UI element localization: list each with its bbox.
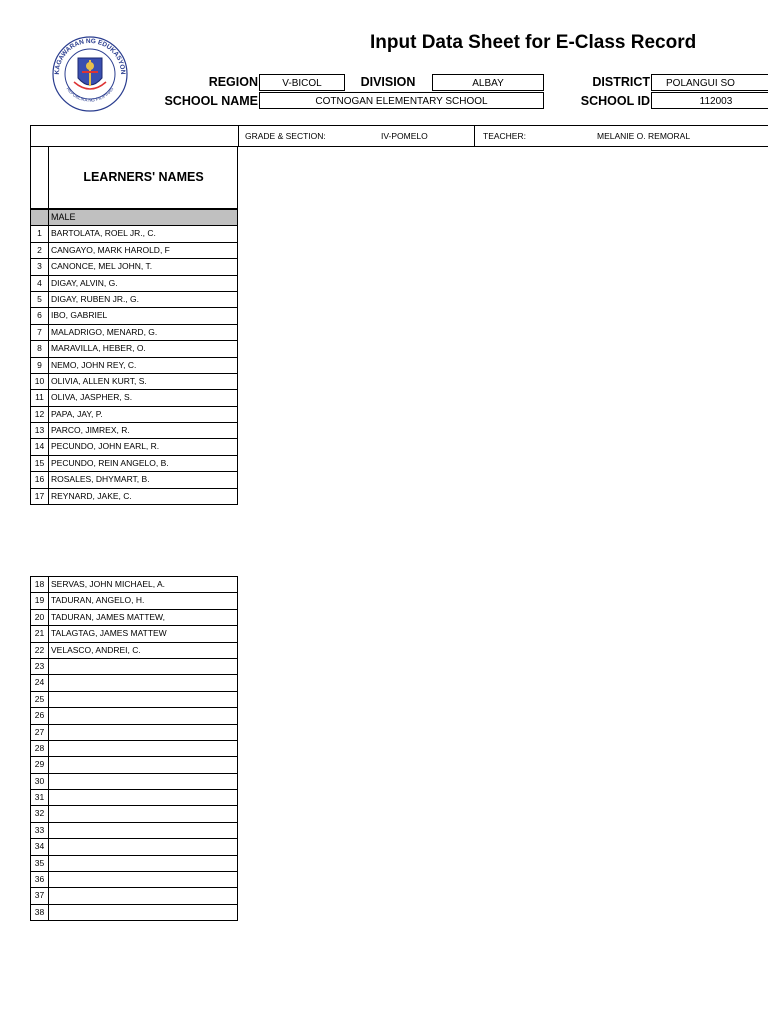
learner-name (49, 692, 237, 707)
learner-name (49, 708, 237, 723)
learner-number: 3 (31, 259, 49, 274)
learner-row (31, 358, 237, 374)
learner-number: 10 (31, 374, 49, 389)
learner-number: 34 (31, 839, 49, 854)
learner-row (31, 407, 237, 423)
learner-number: 32 (31, 806, 49, 821)
learner-name (49, 659, 237, 674)
learner-number: 33 (31, 823, 49, 838)
learner-number: 8 (31, 341, 49, 356)
learner-number: 17 (31, 489, 49, 504)
learner-name (49, 774, 237, 789)
learner-number: 15 (31, 456, 49, 471)
learner-name (49, 905, 237, 920)
learner-number: 9 (31, 358, 49, 373)
learner-number: 16 (31, 472, 49, 487)
learner-row (31, 872, 237, 888)
learner-name (49, 856, 237, 871)
learner-name: VELASCO, ANDREI, C. (51, 644, 141, 655)
school-id-field: 112003 (651, 92, 768, 109)
learner-name: MARAVILLA, HEBER, O. (51, 343, 146, 354)
learner-name: CANGAYO, MARK HAROLD, F (51, 244, 170, 255)
learners-table-page-1 (30, 146, 238, 505)
learner-name: ROSALES, DHYMART, B. (51, 474, 150, 485)
learner-name (49, 741, 237, 756)
learner-name (49, 888, 237, 903)
page-title: Input Data Sheet for E-Class Record (370, 32, 697, 53)
learner-number: 19 (31, 593, 49, 608)
learner-name: SERVAS, JOHN MICHAEL, A. (51, 579, 165, 589)
learner-row (31, 839, 237, 855)
learner-number: 36 (31, 872, 49, 887)
learner-name (49, 675, 237, 690)
learner-number: 25 (31, 692, 49, 707)
learner-row (31, 577, 237, 593)
learner-number: 11 (31, 390, 49, 405)
learner-number: 1 (31, 226, 49, 241)
learner-name: BARTOLATA, ROEL JR., C. (51, 228, 156, 239)
learner-number: 13 (31, 423, 49, 438)
section-bar (30, 125, 768, 147)
learner-name (49, 839, 237, 854)
learner-number: 21 (31, 626, 49, 641)
teacher-value: MELANIE O. REMORAL (597, 131, 691, 141)
learner-row (31, 708, 237, 724)
learner-number: 22 (31, 643, 49, 658)
learner-row (31, 593, 237, 609)
learner-number: 35 (31, 856, 49, 871)
learner-name: TADURAN, ANGELO, H. (51, 595, 145, 606)
learner-row (31, 626, 237, 642)
learner-name: REYNARD, JAKE, C. (51, 490, 132, 501)
learner-name (49, 806, 237, 821)
learner-number: 31 (31, 790, 49, 805)
male-group-row (31, 210, 237, 226)
learner-row (31, 823, 237, 839)
learner-row (31, 276, 237, 292)
learner-name (49, 757, 237, 772)
learner-number: 6 (31, 308, 49, 323)
learner-name: OLIVIA, ALLEN KURT, S. (51, 375, 147, 386)
learner-name: CANONCE, MEL JOHN, T. (51, 261, 153, 272)
learner-name: DIGAY, ALVIN, G. (51, 277, 118, 288)
learner-row (31, 390, 237, 406)
deped-seal (44, 36, 136, 128)
learner-name: OLIVA, JASPHER, S. (51, 392, 133, 403)
learner-number: 27 (31, 725, 49, 740)
seal-top-text: KAGAWARAN NG EDUKASYON (53, 37, 127, 75)
learner-row (31, 243, 237, 259)
learner-number: 29 (31, 757, 49, 772)
learner-row (31, 725, 237, 741)
learner-row (31, 341, 237, 357)
learner-number: 2 (31, 243, 49, 258)
learner-row (31, 456, 237, 472)
learner-row (31, 905, 237, 921)
learner-name: PECUNDO, REIN ANGELO, B. (51, 457, 169, 468)
learner-number: 37 (31, 888, 49, 903)
learner-number: 38 (31, 905, 49, 920)
region-field: V-BICOL (259, 74, 345, 91)
learner-row (31, 439, 237, 455)
learner-row (31, 374, 237, 390)
learner-row (31, 472, 237, 488)
learner-number: 26 (31, 708, 49, 723)
learner-number: 4 (31, 276, 49, 291)
grade-section-value: IV-POMELO (381, 131, 428, 141)
learner-row (31, 610, 237, 626)
learner-number: 23 (31, 659, 49, 674)
learner-name: TALAGTAG, JAMES MATTEW (51, 628, 167, 639)
learner-name: PAPA, JAY, P. (51, 408, 103, 419)
learner-row (31, 259, 237, 275)
learner-name: NEMO, JOHN REY, C. (51, 359, 137, 370)
school-id-label: SCHOOL ID (580, 94, 650, 108)
learner-name: DIGAY, RUBEN JR., G. (51, 293, 140, 304)
learner-row (31, 643, 237, 659)
learner-name (49, 823, 237, 838)
learner-name: PECUNDO, JOHN EARL, R. (51, 441, 160, 452)
learner-row (31, 741, 237, 757)
learner-row (31, 888, 237, 904)
learner-name: PARCO, JIMREX, R. (51, 425, 130, 436)
learner-row (31, 308, 237, 324)
learner-name (49, 725, 237, 740)
learner-number: 5 (31, 292, 49, 307)
learner-number: 18 (31, 577, 49, 592)
learner-name: IBO, GABRIEL (51, 310, 108, 321)
district-field: POLANGUI SO (651, 74, 768, 91)
learner-name (49, 790, 237, 805)
male-label: MALE (51, 212, 76, 222)
learner-row (31, 423, 237, 439)
learner-number: 20 (31, 610, 49, 625)
learner-row (31, 806, 237, 822)
learner-row (31, 675, 237, 691)
learners-names-header (31, 146, 237, 210)
learner-row (31, 325, 237, 341)
learner-row (31, 226, 237, 242)
learner-row (31, 692, 237, 708)
learner-name: TADURAN, JAMES MATTEW, (51, 611, 165, 622)
grade-section-label: GRADE & SECTION: (245, 131, 326, 141)
learner-number: 30 (31, 774, 49, 789)
school-name-label: SCHOOL NAME (164, 94, 258, 108)
seal-bottom-text: REPUBLIKA NG PILIPINAS (65, 86, 115, 103)
learner-row (31, 757, 237, 773)
learner-number: 28 (31, 741, 49, 756)
learner-name: MALADRIGO, MENARD, G. (51, 326, 158, 337)
division-label: DIVISION (360, 75, 416, 89)
learner-row (31, 659, 237, 675)
learner-row (31, 790, 237, 806)
division-field: ALBAY (432, 74, 544, 91)
learner-number: 24 (31, 675, 49, 690)
learner-row (31, 856, 237, 872)
learner-number: 14 (31, 439, 49, 454)
region-label: REGION (208, 75, 258, 89)
learner-number: 7 (31, 325, 49, 340)
learner-name (49, 872, 237, 887)
teacher-label: TEACHER: (483, 131, 526, 141)
school-name-field: COTNOGAN ELEMENTARY SCHOOL (259, 92, 544, 109)
learners-names-heading: LEARNERS' NAMES (83, 170, 204, 184)
seal-icon (44, 36, 136, 112)
learner-row (31, 774, 237, 790)
district-label: DISTRICT (592, 75, 650, 89)
learner-row (31, 292, 237, 308)
learners-table-page-2 (30, 576, 238, 921)
learner-row (31, 489, 237, 505)
learner-number: 12 (31, 407, 49, 422)
